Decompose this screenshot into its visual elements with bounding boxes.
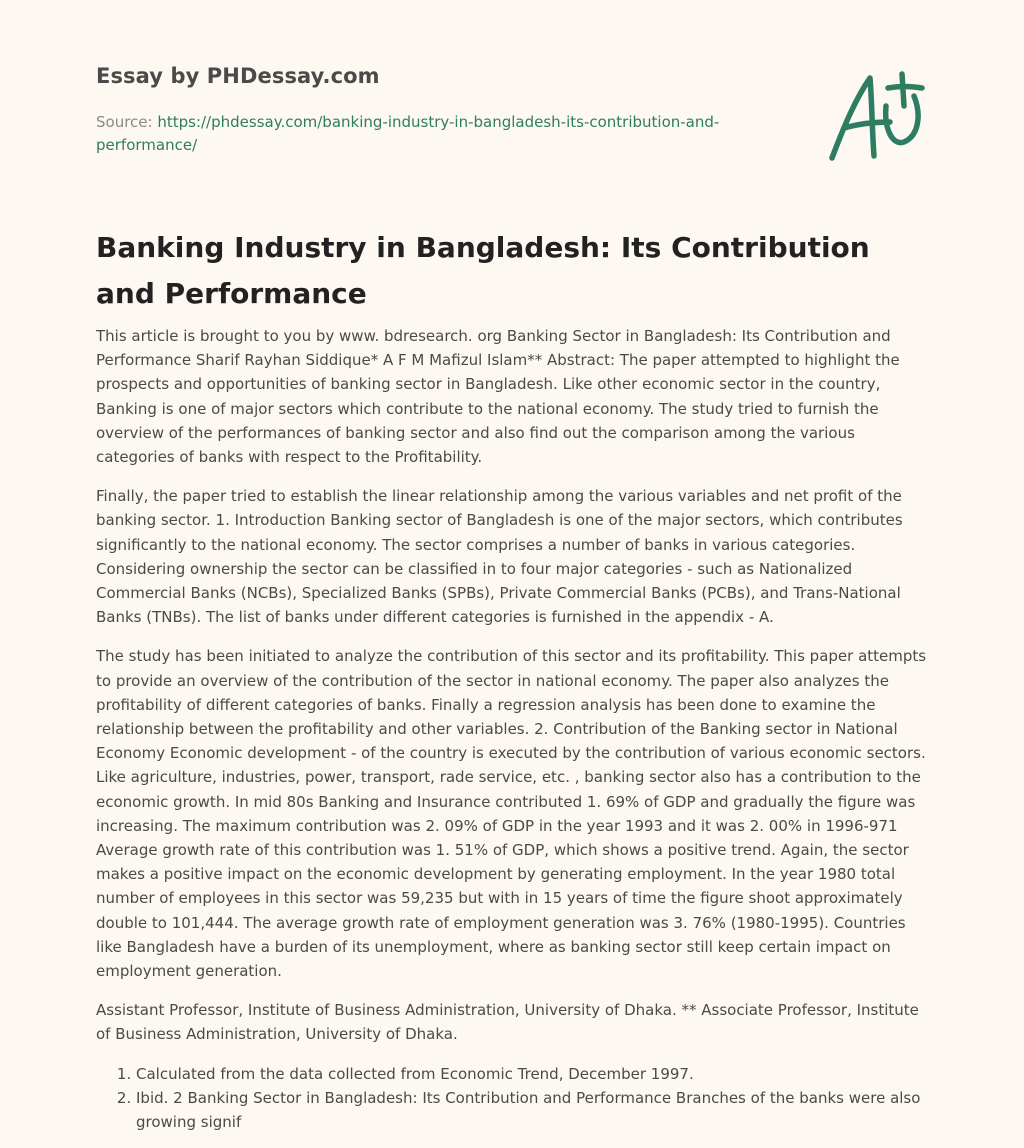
source-link[interactable]: https://phdessay.com/banking-industry-in-bangladesh-its-contribution-and-performance/ bbox=[96, 113, 720, 154]
footnote-item: 2. Ibid. 2 Banking Sector in Bangladesh: Its Contribution and Performance Branches of the banks were also growing signif bbox=[136, 1086, 928, 1134]
source-line bbox=[96, 111, 756, 157]
article-body bbox=[96, 324, 928, 1134]
article-paragraph: The study has been initiated to analyze the contribution of this sector and its profitability. This paper attempts to provide an overview of the contribution of the sector in national economy. The paper also analyzes the profitability of different categories of banks. Finally a regression analysis has been done to examine the relationship between the profitability and other variables. 2. Contribution of the Banking sector in National Economy Economic development - of the country is executed by the contribution of various economic sectors. Like agriculture, industries, power, transport, rade service, etc. , banking sector also has a contribution to the economic growth. In mid 80s Banking and Insurance contributed 1. 69% of GDP and gradually the figure was increasing. The maximum contribution was 2. 09% of GDP in the year 1993 and it was 2. 00% in 1996-971 Average growth rate of this contribution was 1. 51% of GDP, which shows a positive trend. Again, the sector makes a positive impact on the economic development by generating employment. In the year 1980 total number of employees in this sector was 59,235 but with in 15 years of time the figure shoot approximately double to 101,444. The average growth rate of employment generation was 3. 76% (1980-1995). Countries like Bangladesh have a burden of its unemployment, where as banking sector still keep certain impact on employment generation. bbox=[96, 647, 927, 981]
article-paragraph: Finally, the paper tried to establish the linear relationship among the various variables and net profit of the banking sector. 1. Introduction Banking sector of Bangladesh is one of the major sectors, which contributes significantly to the national economy. The sector comprises a number of banks in various categories. Considering ownership the sector can be classified in to four major categories - such as Nationalized Commercial Banks (NCBs), Specialized Banks (SPBs), Private Commercial Banks (PCBs), and Trans-National Banks (TNBs). The list of banks under different categories is furnished in the appendix - A. bbox=[96, 487, 903, 627]
footnote-item: 1. Calculated from the data collected from Economic Trend, December 1997. bbox=[136, 1062, 928, 1086]
article-paragraph: This article is brought to you by www. bdresearch. org Banking Sector in Bangladesh: Its Contribution and Performance Sharif Rayhan Siddique* A F M Mafizul Islam** Abstract: The paper attempted to highlight the prospects and opportunities of banking sector in Bangladesh. Like other economic sector in the country, Banking is one of major sectors which contribute to the national economy. The study tried to furnish the overview of the performances of banking sector and also find out the comparison among the various categories of banks with respect to the Profitability. bbox=[96, 327, 900, 467]
article-title: Banking Industry in Bangladesh: Its Contribution and Performance bbox=[96, 231, 870, 310]
site-brand[interactable]: Essay by PHDessay.com bbox=[96, 64, 380, 88]
article-paragraph: Assistant Professor, Institute of Business Administration, University of Dhaka. ** Associate Professor, Institute of Business Administration, University of Dhaka. bbox=[96, 1001, 919, 1044]
source-label: Source: bbox=[96, 113, 158, 131]
a-plus-grade-icon bbox=[826, 66, 926, 166]
footnote-list bbox=[96, 1062, 928, 1135]
